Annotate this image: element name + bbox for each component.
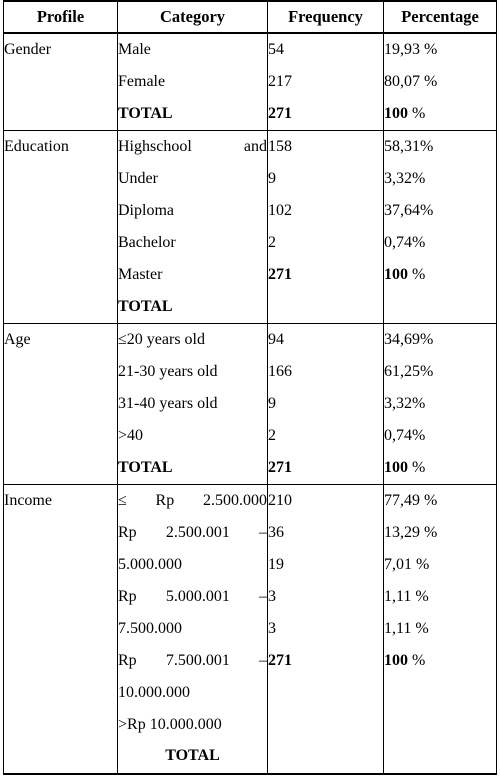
- table-row: [4, 613, 497, 645]
- category-cell: 21-30 years old: [118, 356, 268, 388]
- percentage-cell: 80,07 %: [384, 66, 497, 98]
- percentage-cell: 19,93 %: [384, 33, 497, 66]
- profile-age: Age: [4, 324, 118, 357]
- table-row: [4, 485, 497, 518]
- table-row: [4, 227, 497, 259]
- percentage-cell: 37,64%: [384, 195, 497, 227]
- frequency-cell: 36: [268, 517, 384, 549]
- profile-education: Education: [4, 131, 118, 164]
- table-row: [4, 581, 497, 613]
- frequency-cell: 217: [268, 66, 384, 98]
- percentage-cell: 77,49 %: [384, 485, 497, 518]
- percentage-cell: 1,11 %: [384, 581, 497, 613]
- percentage-cell: 3,32%: [384, 388, 497, 420]
- frequency-cell: 210: [268, 485, 384, 518]
- frequency-cell: 3: [268, 613, 384, 645]
- header-category: Category: [118, 1, 268, 33]
- category-cell: 10.000.000: [118, 677, 268, 709]
- percentage-cell: 3,32%: [384, 163, 497, 195]
- frequency-cell: 2: [268, 420, 384, 452]
- category-cell: Male: [118, 33, 268, 66]
- table-row: [4, 33, 497, 66]
- frequency-cell: 2: [268, 227, 384, 259]
- profile-income: Income: [4, 485, 118, 518]
- table-row: [4, 163, 497, 195]
- category-cell: >Rp 10.000.000: [118, 709, 268, 741]
- percentage-total: 100 %: [384, 259, 497, 291]
- category-cell: Diploma: [118, 195, 268, 227]
- category-cell: Master: [118, 259, 268, 291]
- category-total: TOTAL: [118, 98, 268, 131]
- category-cell: Rp 5.000.001 –: [118, 581, 268, 613]
- table-row: [4, 388, 497, 420]
- frequency-total: 271: [268, 259, 384, 291]
- percentage-total: 100 %: [384, 645, 497, 677]
- category-cell: 31-40 years old: [118, 388, 268, 420]
- profile-table: [3, 0, 497, 775]
- percentage-cell: 58,31%: [384, 131, 497, 164]
- frequency-cell: 3: [268, 581, 384, 613]
- table-row: [4, 709, 497, 741]
- frequency-cell: 9: [268, 163, 384, 195]
- category-total: TOTAL: [118, 291, 268, 324]
- table-row: [4, 677, 497, 709]
- frequency-total: 271: [268, 645, 384, 677]
- category-cell: ≤20 years old: [118, 324, 268, 357]
- frequency-cell: 94: [268, 324, 384, 357]
- category-cell: ≤ Rp 2.500.000: [118, 485, 268, 518]
- percentage-total: 100 %: [384, 98, 497, 131]
- category-cell: Rp 2.500.001 –: [118, 517, 268, 549]
- table-row: [4, 645, 497, 677]
- table-row: [4, 131, 497, 164]
- percentage-cell: 1,11 %: [384, 613, 497, 645]
- category-cell: Under: [118, 163, 268, 195]
- percentage-cell: 7,01 %: [384, 549, 497, 581]
- table-row-total: [4, 741, 497, 774]
- frequency-cell: 9: [268, 388, 384, 420]
- category-cell: Highschool and: [118, 131, 268, 164]
- profile-gender: Gender: [4, 33, 118, 66]
- category-total: TOTAL: [118, 741, 268, 774]
- header-profile: Profile: [4, 1, 118, 33]
- category-cell: Bachelor: [118, 227, 268, 259]
- header-row: [4, 1, 497, 33]
- table-row: [4, 324, 497, 357]
- table-row: [4, 517, 497, 549]
- table-row-total: [4, 452, 497, 485]
- table-row: [4, 66, 497, 98]
- table-row: [4, 195, 497, 227]
- frequency-total: 271: [268, 98, 384, 131]
- table-row: [4, 420, 497, 452]
- table-row: [4, 549, 497, 581]
- frequency-cell: 54: [268, 33, 384, 66]
- percentage-cell: 61,25%: [384, 356, 497, 388]
- percentage-cell: 13,29 %: [384, 517, 497, 549]
- category-cell: >40: [118, 420, 268, 452]
- percentage-total: 100 %: [384, 452, 497, 485]
- table-row-total: [4, 98, 497, 131]
- percentage-cell: 34,69%: [384, 324, 497, 357]
- category-cell: 5.000.000: [118, 549, 268, 581]
- category-cell: Female: [118, 66, 268, 98]
- header-percentage: Percentage: [384, 1, 497, 33]
- table-row-total: [4, 291, 497, 324]
- category-cell: Rp 7.500.001 –: [118, 645, 268, 677]
- frequency-cell: 158: [268, 131, 384, 164]
- frequency-total: 271: [268, 452, 384, 485]
- percentage-cell: 0,74%: [384, 227, 497, 259]
- table-row: [4, 259, 497, 291]
- header-frequency: Frequency: [268, 1, 384, 33]
- frequency-cell: 166: [268, 356, 384, 388]
- frequency-cell: 19: [268, 549, 384, 581]
- frequency-cell: 102: [268, 195, 384, 227]
- table-row: [4, 356, 497, 388]
- percentage-cell: 0,74%: [384, 420, 497, 452]
- category-cell: 7.500.000: [118, 613, 268, 645]
- category-total: TOTAL: [118, 452, 268, 485]
